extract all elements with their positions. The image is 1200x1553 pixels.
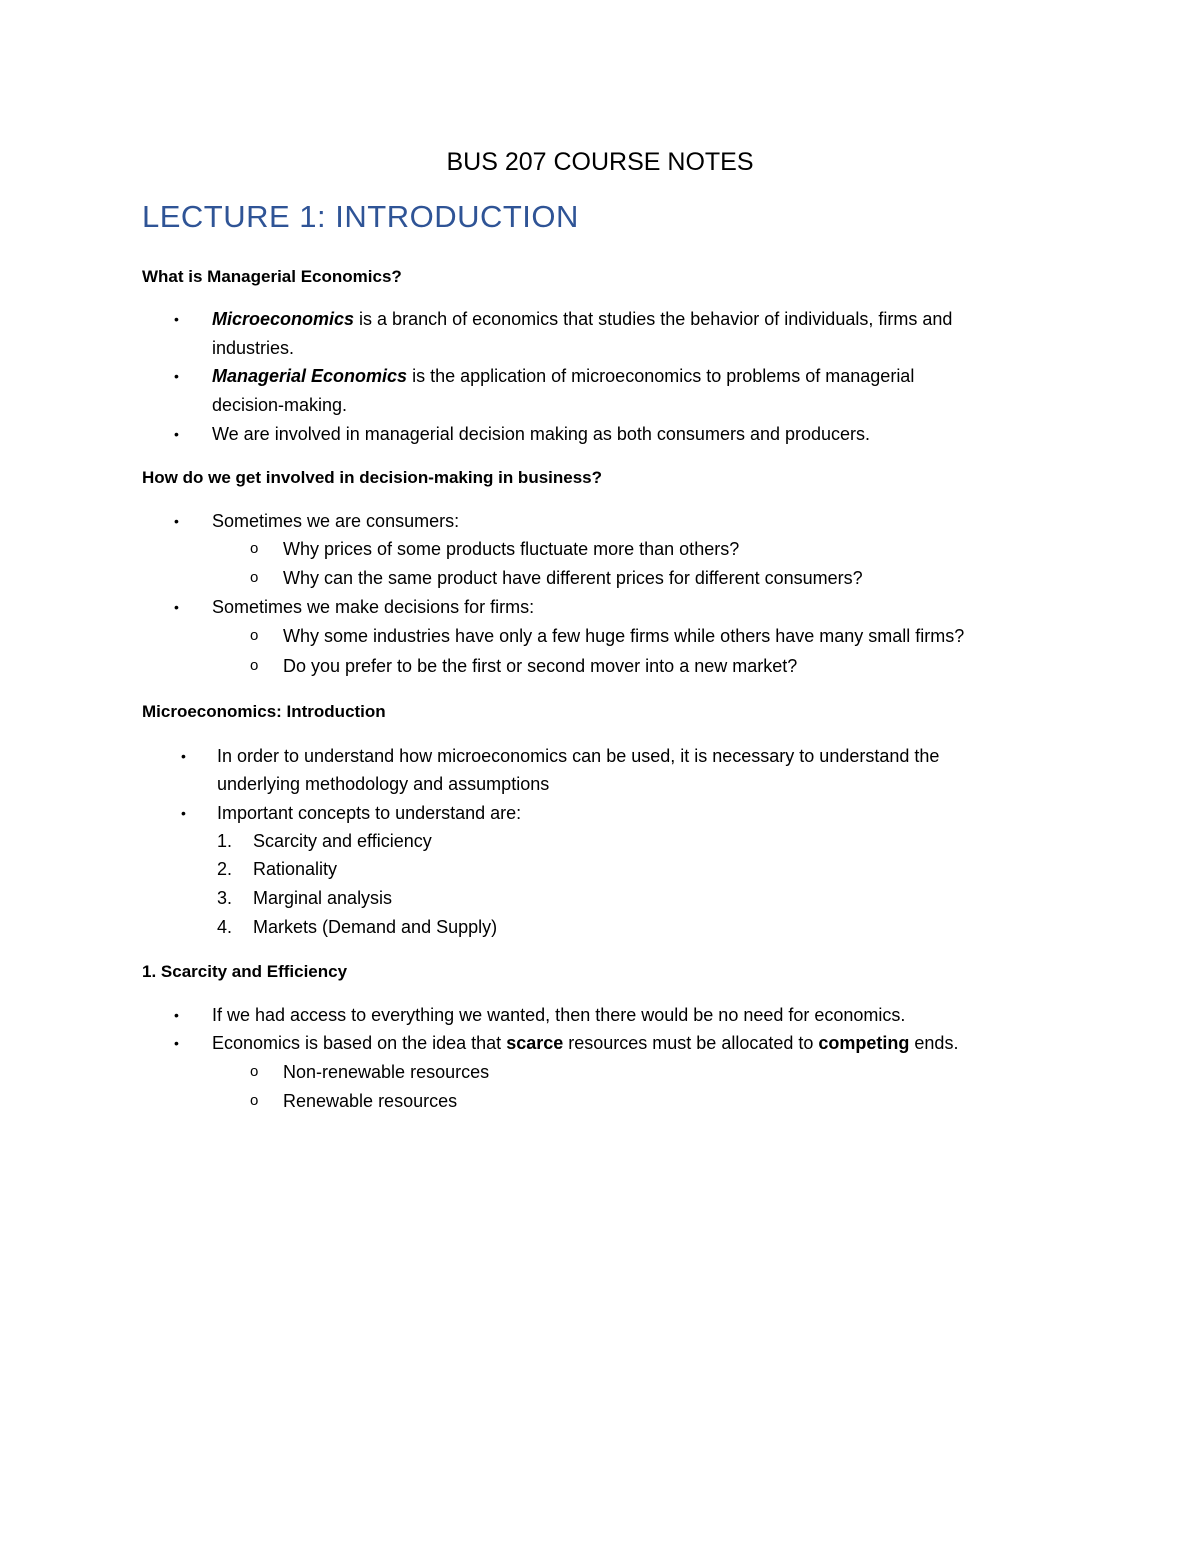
section-heading-managerial-economics: What is Managerial Economics? — [142, 267, 402, 286]
bullet-icon: • — [174, 1007, 179, 1023]
sub-list-item: Why prices of some products fluctuate more than others? — [283, 539, 740, 559]
sub-list-item: Why some industries have only a few huge firms while others have many small firms? — [283, 626, 965, 646]
list-item-decision-making: We are involved in managerial decision making as both consumers and producers. — [212, 424, 871, 444]
list-item-microeconomics-line1 — [212, 305, 952, 333]
sub-list-item: Renewable resources — [283, 1091, 458, 1111]
sub-bullet-icon: o — [250, 569, 259, 586]
list-item-methodology-line2: underlying methodology and assumptions — [217, 774, 550, 794]
sub-bullet-icon: o — [250, 1092, 259, 1109]
numbered-item-scarcity: Scarcity and efficiency — [253, 831, 432, 851]
definition-text: is a branch of economics that studies the behavior of individuals, firms and — [354, 309, 953, 329]
sub-list-item: Why can the same product have different prices for different consumers? — [283, 568, 863, 588]
term-microeconomics: Microeconomics — [212, 309, 355, 329]
list-number: 1. — [217, 831, 233, 851]
list-item-managerial-economics-line1 — [212, 362, 914, 390]
sub-bullet-icon: o — [250, 657, 259, 674]
text-fragment: ends. — [909, 1033, 959, 1053]
list-item-access: If we had access to everything we wanted, then there would be no need for economics. — [212, 1005, 906, 1025]
numbered-item-markets: Markets (Demand and Supply) — [253, 917, 498, 937]
bullet-icon: • — [174, 513, 179, 529]
list-item-microeconomics-line2: industries. — [212, 338, 295, 358]
bullet-icon: • — [174, 1035, 179, 1051]
list-number: 4. — [217, 917, 233, 937]
numbered-item-rationality: Rationality — [253, 859, 338, 879]
text-fragment: Economics is based on the idea that — [212, 1033, 507, 1053]
list-item-consumers: Sometimes we are consumers: — [212, 511, 460, 531]
document-title: BUS 207 COURSE NOTES — [446, 148, 754, 176]
sub-bullet-icon: o — [250, 1063, 259, 1080]
bullet-icon: • — [174, 599, 179, 615]
bullet-icon: • — [181, 805, 186, 821]
lecture-heading: LECTURE 1: INTRODUCTION — [142, 199, 579, 234]
list-number: 2. — [217, 859, 233, 879]
term-scarce: scarce — [506, 1033, 564, 1053]
list-item-firms: Sometimes we make decisions for firms: — [212, 597, 535, 617]
term-managerial-economics: Managerial Economics — [212, 366, 408, 386]
list-number: 3. — [217, 888, 233, 908]
bullet-icon: • — [174, 311, 179, 327]
bullet-icon: • — [174, 368, 179, 384]
sub-list-item: Non-renewable resources — [283, 1062, 490, 1082]
section-heading-scarcity-efficiency: 1. Scarcity and Efficiency — [142, 962, 348, 981]
list-item-managerial-economics-line2: decision-making. — [212, 395, 348, 415]
sub-list-item: Do you prefer to be the first or second mover into a new market? — [283, 656, 798, 676]
bullet-icon: • — [181, 748, 186, 764]
numbered-item-marginal-analysis: Marginal analysis — [253, 888, 393, 908]
list-item-methodology-line1: In order to understand how microeconomics can be used, it is necessary to understand the — [217, 746, 940, 766]
sub-bullet-icon: o — [250, 540, 259, 557]
sub-bullet-icon: o — [250, 627, 259, 644]
section-heading-decision-making: How do we get involved in decision-making in business? — [142, 468, 603, 487]
definition-text: is the application of microeconomics to problems of managerial — [407, 366, 915, 386]
list-item-important-concepts: Important concepts to understand are: — [217, 803, 522, 823]
section-heading-microeconomics-intro: Microeconomics: Introduction — [142, 702, 386, 721]
bullet-icon: • — [174, 426, 179, 442]
term-competing: competing — [818, 1033, 910, 1053]
list-item-scarce-resources — [212, 1029, 958, 1057]
text-fragment: resources must be allocated to — [563, 1033, 819, 1053]
